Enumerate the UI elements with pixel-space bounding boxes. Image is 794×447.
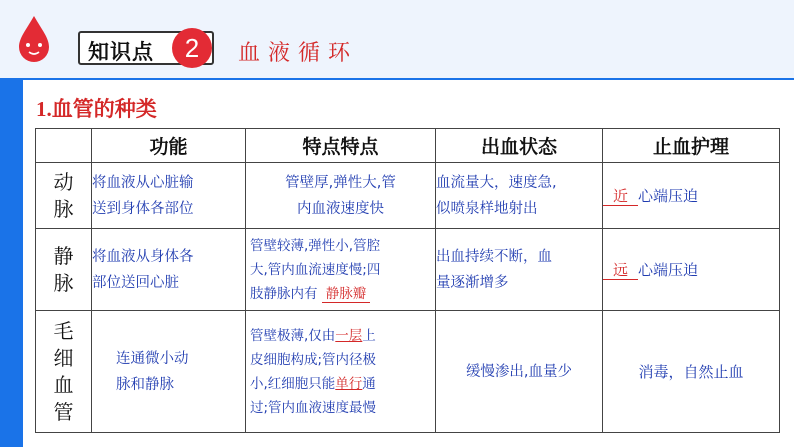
table-row bbox=[36, 229, 780, 311]
table-row bbox=[36, 311, 780, 433]
answer-blank: 一层 bbox=[335, 327, 363, 344]
row-label: 毛细血管 bbox=[36, 311, 92, 433]
answer-blank: 单行 bbox=[335, 375, 363, 392]
feature-cell: 管壁较薄,弹性小,管腔 大,管内血流速度慢;四 肢静脉内有 静脉瓣 bbox=[246, 229, 436, 311]
answer-blank: 远 bbox=[603, 261, 638, 280]
table-header-cell: 止血护理 bbox=[603, 129, 780, 163]
bleeding-cell: 出血持续不断，血 量逐渐增多 bbox=[436, 229, 603, 311]
blood-drop-icon bbox=[16, 14, 52, 64]
table-header-cell: 功能 bbox=[92, 129, 246, 163]
function-cell: 将血液从身体各 部位送回心脏 bbox=[92, 229, 246, 311]
table-header-cell: 特点特点 bbox=[246, 129, 436, 163]
table-row bbox=[36, 163, 780, 229]
table-header-cell: 出血状态 bbox=[436, 129, 603, 163]
tag-number-badge: 2 bbox=[172, 28, 212, 68]
feature-cell: 管壁厚,弹性大,管 内血液速度快 bbox=[246, 163, 436, 229]
bleeding-cell: 缓慢渗出,血量少 bbox=[436, 311, 603, 433]
page-title: 血液循环 bbox=[238, 41, 359, 66]
row-label: 静脉 bbox=[36, 229, 92, 311]
vessel-table bbox=[35, 128, 780, 433]
section-heading: 1.血管的种类 bbox=[36, 97, 157, 121]
bleeding-cell: 血流量大，速度急, 似喷泉样地射出 bbox=[436, 163, 603, 229]
function-cell: 连通微小动 脉和静脉 bbox=[92, 311, 246, 433]
table-header-row bbox=[36, 129, 780, 163]
function-cell: 将血液从心脏输 送到身体各部位 bbox=[92, 163, 246, 229]
table-header-cell bbox=[36, 129, 92, 163]
care-cell: 远 心端压迫 bbox=[603, 229, 780, 311]
feature-cell: 管壁极薄,仅由一层上 皮细胞构成;管内径极 小,红细胞只能单行通 过;管内血液速度最慢 bbox=[246, 311, 436, 433]
tag-label: 知识点 bbox=[88, 40, 154, 64]
care-cell: 近 心端压迫 bbox=[603, 163, 780, 229]
care-cell: 消毒，自然止血 bbox=[603, 311, 780, 433]
row-label: 动脉 bbox=[36, 163, 92, 229]
answer-blank: 静脉瓣 bbox=[322, 286, 371, 303]
answer-blank: 近 bbox=[603, 187, 638, 206]
